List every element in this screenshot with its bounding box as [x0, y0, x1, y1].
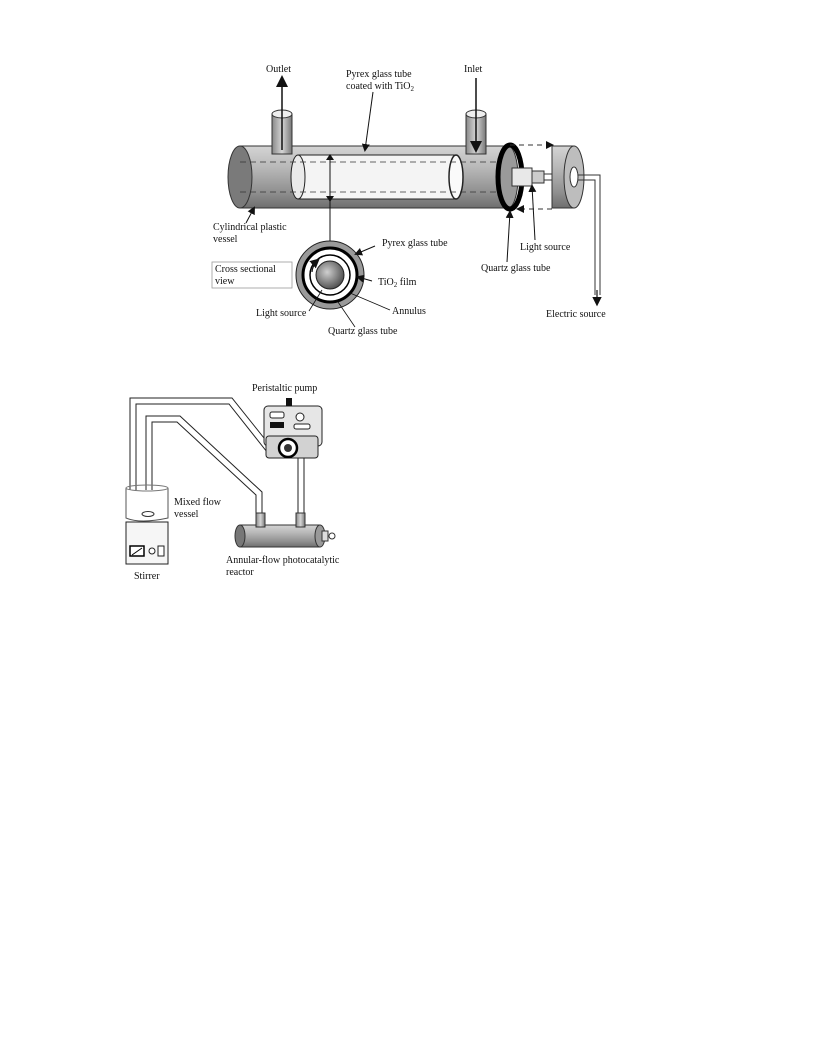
label-outlet: Outlet	[266, 64, 291, 75]
label-reactor-2: reactor	[226, 567, 254, 578]
stirrer	[126, 522, 168, 564]
mixed-flow-vessel	[126, 485, 168, 521]
setup-diagram	[126, 383, 340, 582]
quartz-leader	[507, 212, 510, 262]
cs-annulus-leader	[350, 293, 390, 310]
label-vessel-2: vessel	[213, 234, 238, 245]
label-mixed-1: Mixed flow	[174, 497, 221, 508]
label-electric-source: Electric source	[546, 309, 606, 320]
reactor-diagram	[212, 64, 606, 337]
label-reactor-1: Annular-flow photocatalytic	[226, 555, 340, 566]
label-cross-2: view	[215, 276, 235, 287]
label-vessel-1: Cylindrical plastic	[213, 222, 287, 233]
label-light-source-right: Light source	[520, 242, 571, 253]
label-inlet: Inlet	[464, 64, 483, 75]
cs-pyrex-leader	[356, 246, 375, 254]
label-cs-pyrex: Pyrex glass tube	[382, 238, 448, 249]
label-quartz-right: Quartz glass tube	[481, 263, 551, 274]
label-cs-tio2: TiO$_2$ film	[378, 277, 417, 289]
label-stirrer: Stirrer	[134, 571, 160, 582]
label-pyrex-coated-2: coated with TiO$_2$	[346, 81, 414, 93]
label-pump: Peristaltic pump	[252, 383, 318, 394]
end-cap	[552, 146, 584, 208]
pyrex-leader	[365, 92, 373, 150]
peristaltic-pump	[264, 398, 322, 458]
annular-flow-reactor	[235, 513, 335, 547]
label-cs-quartz: Quartz glass tube	[328, 326, 398, 337]
light-source-lamp	[512, 168, 552, 186]
label-mixed-2: vessel	[174, 509, 199, 520]
label-cs-light-source: Light source	[256, 308, 307, 319]
light-source-leader	[532, 186, 535, 240]
cross-section-view	[296, 241, 364, 309]
vessel-leader	[246, 208, 254, 223]
label-cross-1: Cross sectional	[215, 264, 276, 275]
label-cs-annulus: Annulus	[392, 306, 426, 317]
cs-quartz-leader	[338, 302, 355, 327]
label-pyrex-coated-1: Pyrex glass tube	[346, 69, 412, 80]
